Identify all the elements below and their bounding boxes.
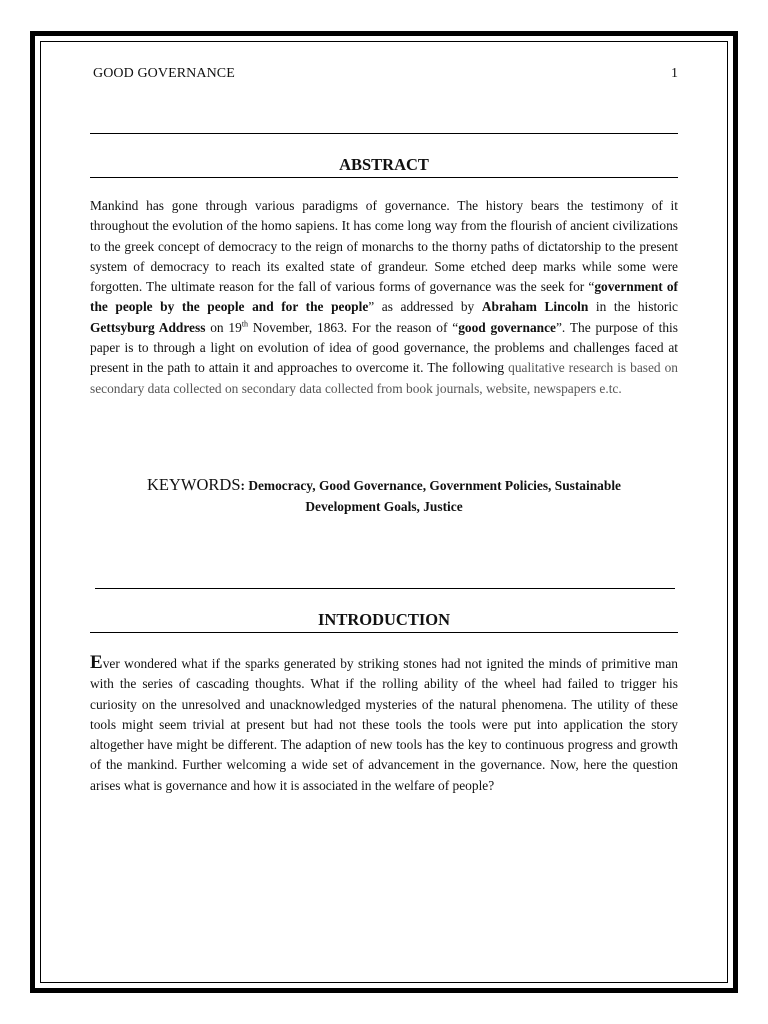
- abstract-text-5: November, 1863. For the reason of “: [248, 319, 459, 335]
- ordinal-suffix: th: [241, 319, 249, 329]
- introduction-heading: INTRODUCTION: [317, 610, 451, 629]
- abstract-body: [90, 196, 678, 399]
- introduction-text: ver wondered what if the sparks generated by striking stones had not ignited the minds of primitive man with the series of cascading thoughts. What if the rolling ability of the wheel had failed to trigger his curiosity on the unresolved and unacknowledged mysteries of the natural phenomena. The utility of these tools might seem trivial at present but had not these tools the tools were put into application the story altogether have might be different. The adaption of new tools has the key to continuous progress and growth of the mankind. Further welcoming a wide set of advancement in the governance. Now, here the question arises what is governance and how it is associated in the welfare of people?: [90, 656, 678, 793]
- abstract-heading-rule: [90, 177, 678, 178]
- abstract-text-4: on 19: [205, 319, 242, 335]
- lincoln-quote: government of the people by the people and for the people: [90, 279, 678, 315]
- lincoln-name: Abraham Lincoln: [481, 299, 589, 315]
- abstract-text-3: in the historic: [588, 299, 678, 315]
- drop-cap: E: [90, 652, 103, 673]
- keywords-list: Democracy, Good Governance, Government Policies, Sustainable Development Goals, Justice: [244, 478, 621, 514]
- keywords-block: [110, 474, 658, 517]
- header-rule: [90, 133, 678, 134]
- introduction-heading-rule: [90, 632, 678, 633]
- abstract-grey-text: qualitative research is based on secondary data collected on secondary data collected from book journals, website, newspapers e.tc.: [90, 360, 678, 396]
- good-governance-term: good governance: [458, 319, 556, 335]
- gettysburg-address: Gettsyburg Address: [90, 319, 206, 335]
- keywords-separator: :: [240, 478, 245, 493]
- keywords-label: KEYWORDS: [147, 475, 241, 494]
- running-header-title: GOOD GOVERNANCE: [93, 66, 235, 81]
- abstract-heading: ABSTRACT: [339, 155, 429, 174]
- abstract-text-6: ”. The purpose of this paper is to through a light on evolution of idea of good governance, the problems and challenges faced at present in the path to attain it and approaches to overcome it. The following: [90, 319, 678, 376]
- abstract-text-1: Mankind has gone through various paradigms of governance. The history bears the testimony of it throughout the evolution of the homo sapiens. It has come long way from the flourish of ancient civilizations to the greek concept of democracy to the reign of monarchs to the thorny paths of dictatorship to the present system of democracy to reach its exalted state of grandeur. Some etched deep marks while some were forgotten. The ultimate reason for the fall of various forms of governance was the seek for “: [90, 198, 678, 295]
- introduction-body: [90, 653, 678, 796]
- page-number: 1: [671, 66, 678, 81]
- section-divider: [95, 588, 675, 589]
- abstract-text-2: ” as addressed by: [368, 299, 482, 315]
